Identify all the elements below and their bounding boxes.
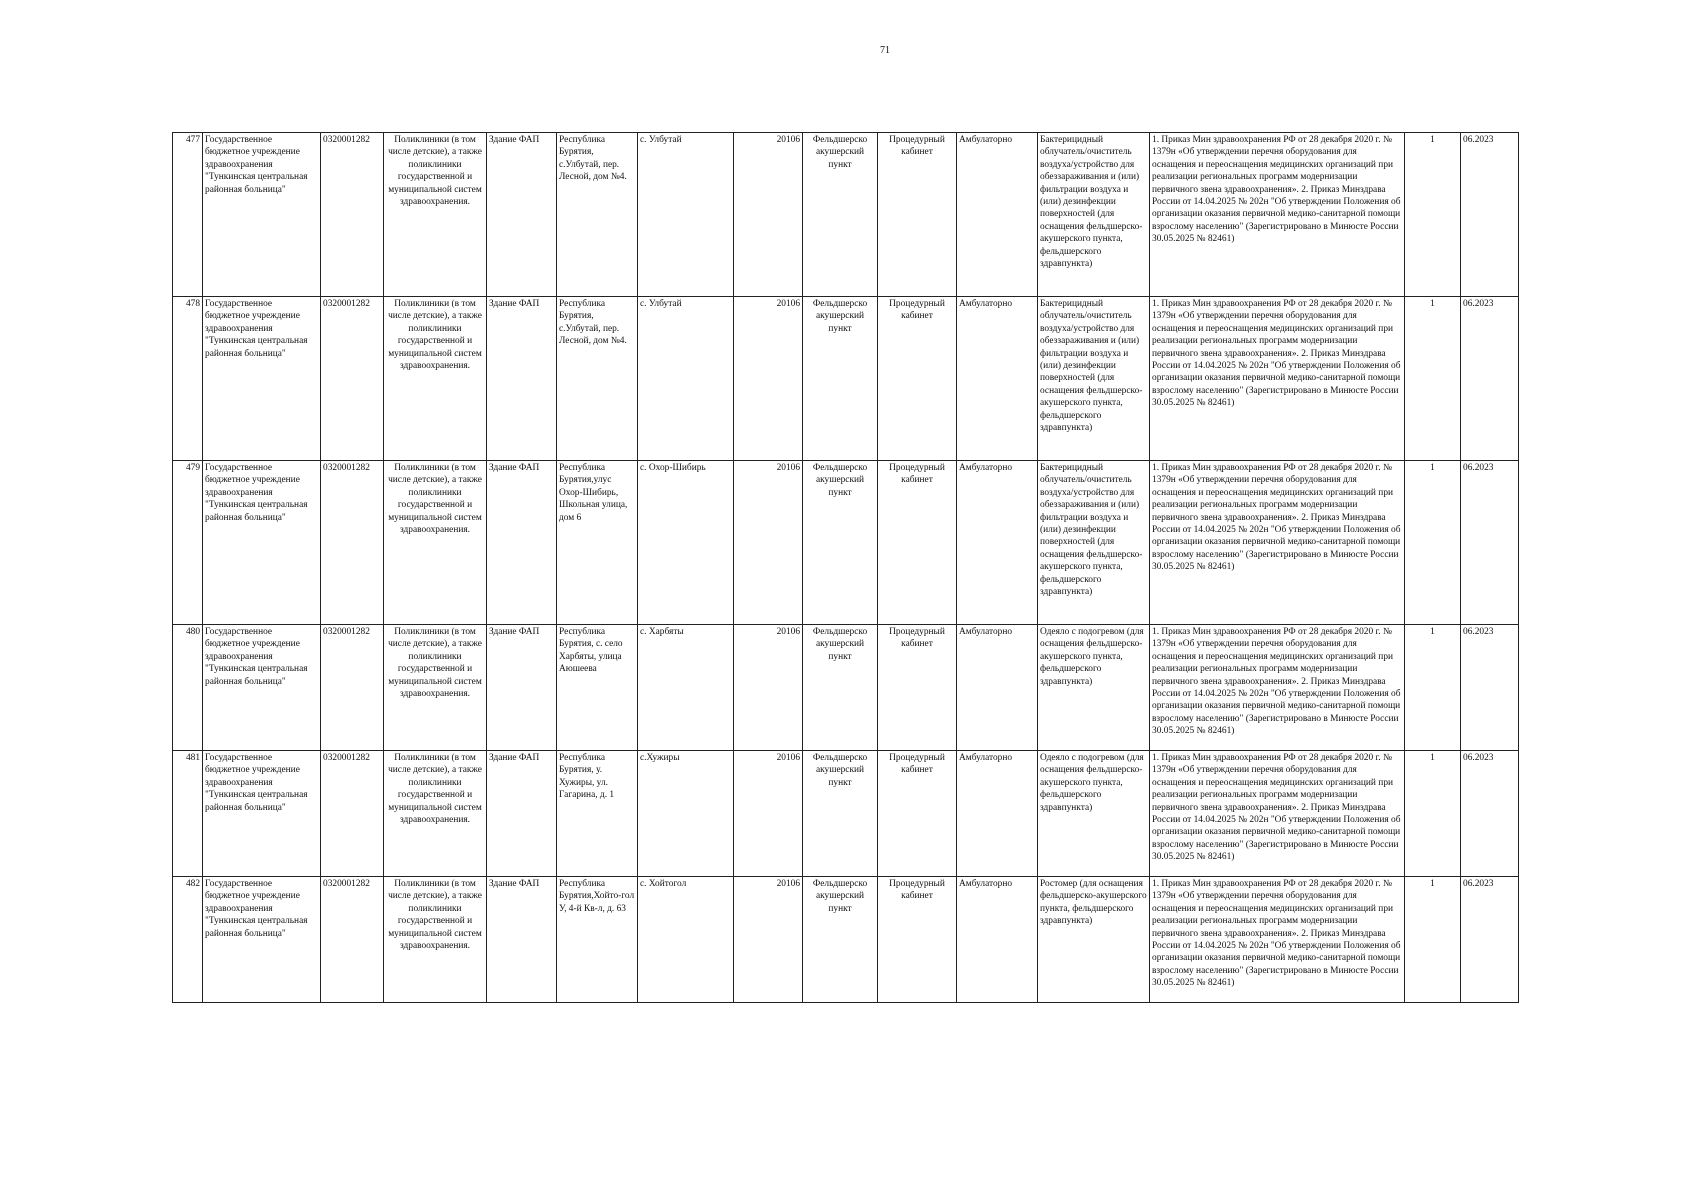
address-cell: Республика Бурятия, с. село Харбяты, улица Аюшеева bbox=[557, 625, 638, 751]
code-cell: 20106 bbox=[734, 877, 803, 1003]
room-cell: Процедурный кабинет bbox=[878, 297, 957, 461]
settlement-cell: с.Хужиры bbox=[638, 751, 734, 877]
facility-type-cell: Поликлиники (в том числе детские), а также поликлиники государственной и муниципальной систем здравоохранения. bbox=[384, 625, 487, 751]
row-number: 479 bbox=[173, 461, 203, 625]
row-number: 478 bbox=[173, 297, 203, 461]
quantity-cell: 1 bbox=[1405, 751, 1461, 877]
care-type-cell: Амбулаторно bbox=[957, 625, 1038, 751]
quantity-cell: 1 bbox=[1405, 133, 1461, 297]
building-cell: Здание ФАП bbox=[487, 751, 557, 877]
equipment-cell: Бактерицидный облучатель/очиститель воздуха/устройство для обеззараживания и (или) фильтрации воздуха и (или) дезинфекции поверхностей (для оснащения фельдшерско-акушерского пункта, фельдшерского здравпункта) bbox=[1038, 133, 1150, 297]
facility-type-cell: Поликлиники (в том числе детские), а также поликлиники государственной и муниципальной систем здравоохранения. bbox=[384, 133, 487, 297]
org-code-cell: 0320001282 bbox=[321, 625, 384, 751]
unit-cell: Фельдшерско акушерский пункт bbox=[803, 133, 878, 297]
settlement-cell: с. Улбутай bbox=[638, 297, 734, 461]
organization-cell: Государственное бюджетное учреждение здравоохранения "Тункинская центральная районная больница" bbox=[203, 751, 321, 877]
equipment-cell: Ростомер (для оснащения фельдшерско-акушерского пункта, фельдшерского здравпункта) bbox=[1038, 877, 1150, 1003]
org-code-cell: 0320001282 bbox=[321, 297, 384, 461]
organization-cell: Государственное бюджетное учреждение здравоохранения "Тункинская центральная районная больница" bbox=[203, 133, 321, 297]
address-cell: Республика Бурятия,Хойто-гол У, 4-й Кв-л, д. 63 bbox=[557, 877, 638, 1003]
room-cell: Процедурный кабинет bbox=[878, 461, 957, 625]
room-cell: Процедурный кабинет bbox=[878, 133, 957, 297]
date-cell: 06.2023 bbox=[1461, 877, 1519, 1003]
facility-type-cell: Поликлиники (в том числе детские), а также поликлиники государственной и муниципальной систем здравоохранения. bbox=[384, 877, 487, 1003]
org-code-cell: 0320001282 bbox=[321, 877, 384, 1003]
building-cell: Здание ФАП bbox=[487, 297, 557, 461]
equipment-cell: Бактерицидный облучатель/очиститель воздуха/устройство для обеззараживания и (или) фильтрации воздуха и (или) дезинфекции поверхностей (для оснащения фельдшерско-акушерского пункта, фельдшерского здравпункта) bbox=[1038, 461, 1150, 625]
date-cell: 06.2023 bbox=[1461, 297, 1519, 461]
row-number: 480 bbox=[173, 625, 203, 751]
organization-cell: Государственное бюджетное учреждение здравоохранения "Тункинская центральная районная больница" bbox=[203, 461, 321, 625]
quantity-cell: 1 bbox=[1405, 297, 1461, 461]
equipment-cell: Бактерицидный облучатель/очиститель воздуха/устройство для обеззараживания и (или) фильтрации воздуха и (или) дезинфекции поверхностей (для оснащения фельдшерско-акушерского пункта, фельдшерского здравпункта) bbox=[1038, 297, 1150, 461]
address-cell: Республика Бурятия, с.Улбутай, пер. Лесной, дом №4. bbox=[557, 133, 638, 297]
table-row bbox=[173, 877, 1519, 1003]
date-cell: 06.2023 bbox=[1461, 751, 1519, 877]
table-row bbox=[173, 625, 1519, 751]
code-cell: 20106 bbox=[734, 461, 803, 625]
table-body bbox=[173, 133, 1519, 1003]
facility-type-cell: Поликлиники (в том числе детские), а также поликлиники государственной и муниципальной систем здравоохранения. bbox=[384, 461, 487, 625]
org-code-cell: 0320001282 bbox=[321, 751, 384, 877]
legal-basis-cell: 1. Приказ Мин здравоохранения РФ от 28 декабря 2020 г. № 1379н «Об утверждении перечня оборудования для оснащения и переоснащения медицинских организаций при реализации региональных программ модернизации первичного звена здравоохранения». 2. Приказ Минздрава России от 14.04.2025 № 202н "Об утверждении Положения об организации оказания первичной медико-санитарной помощи взрослому населению" (Зарегистрировано в Минюсте России 30.05.2025 № 82461) bbox=[1150, 297, 1405, 461]
unit-cell: Фельдшерско акушерский пункт bbox=[803, 461, 878, 625]
facility-type-cell: Поликлиники (в том числе детские), а также поликлиники государственной и муниципальной систем здравоохранения. bbox=[384, 751, 487, 877]
settlement-cell: с. Охор-Шибирь bbox=[638, 461, 734, 625]
care-type-cell: Амбулаторно bbox=[957, 133, 1038, 297]
organization-cell: Государственное бюджетное учреждение здравоохранения "Тункинская центральная районная больница" bbox=[203, 297, 321, 461]
legal-basis-cell: 1. Приказ Мин здравоохранения РФ от 28 декабря 2020 г. № 1379н «Об утверждении перечня оборудования для оснащения и переоснащения медицинских организаций при реализации региональных программ модернизации первичного звена здравоохранения». 2. Приказ Минздрава России от 14.04.2025 № 202н "Об утверждении Положения об организации оказания первичной медико-санитарной помощи взрослому населению" (Зарегистрировано в Минюсте России 30.05.2025 № 82461) bbox=[1150, 461, 1405, 625]
org-code-cell: 0320001282 bbox=[321, 133, 384, 297]
unit-cell: Фельдшерско акушерский пункт bbox=[803, 751, 878, 877]
code-cell: 20106 bbox=[734, 751, 803, 877]
quantity-cell: 1 bbox=[1405, 625, 1461, 751]
equipment-cell: Одеяло с подогревом (для оснащения фельдшерско-акушерского пункта, фельдшерского здравпункта) bbox=[1038, 625, 1150, 751]
building-cell: Здание ФАП bbox=[487, 133, 557, 297]
facility-type-cell: Поликлиники (в том числе детские), а также поликлиники государственной и муниципальной систем здравоохранения. bbox=[384, 297, 487, 461]
legal-basis-cell: 1. Приказ Мин здравоохранения РФ от 28 декабря 2020 г. № 1379н «Об утверждении перечня оборудования для оснащения и переоснащения медицинских организаций при реализации региональных программ модернизации первичного звена здравоохранения». 2. Приказ Минздрава России от 14.04.2025 № 202н "Об утверждении Положения об организации оказания первичной медико-санитарной помощи взрослому населению" (Зарегистрировано в Минюсте России 30.05.2025 № 82461) bbox=[1150, 877, 1405, 1003]
room-cell: Процедурный кабинет bbox=[878, 751, 957, 877]
settlement-cell: с. Харбяты bbox=[638, 625, 734, 751]
unit-cell: Фельдшерско акушерский пункт bbox=[803, 877, 878, 1003]
care-type-cell: Амбулаторно bbox=[957, 461, 1038, 625]
room-cell: Процедурный кабинет bbox=[878, 625, 957, 751]
building-cell: Здание ФАП bbox=[487, 461, 557, 625]
unit-cell: Фельдшерско акушерский пункт bbox=[803, 625, 878, 751]
table-row bbox=[173, 297, 1519, 461]
page-number: 71 bbox=[880, 45, 890, 56]
quantity-cell: 1 bbox=[1405, 877, 1461, 1003]
care-type-cell: Амбулаторно bbox=[957, 751, 1038, 877]
address-cell: Республика Бурятия,улус Охор-Шибирь, Школьная улица, дом 6 bbox=[557, 461, 638, 625]
care-type-cell: Амбулаторно bbox=[957, 877, 1038, 1003]
row-number: 481 bbox=[173, 751, 203, 877]
organization-cell: Государственное бюджетное учреждение здравоохранения "Тункинская центральная районная больница" bbox=[203, 877, 321, 1003]
table-row bbox=[173, 461, 1519, 625]
address-cell: Республика Бурятия, с.Улбутай, пер. Лесной, дом №4. bbox=[557, 297, 638, 461]
table-row bbox=[173, 751, 1519, 877]
address-cell: Республика Бурятия, у. Хужиры, ул. Гагарина, д. 1 bbox=[557, 751, 638, 877]
org-code-cell: 0320001282 bbox=[321, 461, 384, 625]
row-number: 477 bbox=[173, 133, 203, 297]
unit-cell: Фельдшерско акушерский пункт bbox=[803, 297, 878, 461]
date-cell: 06.2023 bbox=[1461, 625, 1519, 751]
legal-basis-cell: 1. Приказ Мин здравоохранения РФ от 28 декабря 2020 г. № 1379н «Об утверждении перечня оборудования для оснащения и переоснащения медицинских организаций при реализации региональных программ модернизации первичного звена здравоохранения». 2. Приказ Минздрава России от 14.04.2025 № 202н "Об утверждении Положения об организации оказания первичной медико-санитарной помощи взрослому населению" (Зарегистрировано в Минюсте России 30.05.2025 № 82461) bbox=[1150, 751, 1405, 877]
date-cell: 06.2023 bbox=[1461, 133, 1519, 297]
code-cell: 20106 bbox=[734, 625, 803, 751]
settlement-cell: с. Улбутай bbox=[638, 133, 734, 297]
table-row bbox=[173, 133, 1519, 297]
room-cell: Процедурный кабинет bbox=[878, 877, 957, 1003]
code-cell: 20106 bbox=[734, 133, 803, 297]
code-cell: 20106 bbox=[734, 297, 803, 461]
care-type-cell: Амбулаторно bbox=[957, 297, 1038, 461]
row-number: 482 bbox=[173, 877, 203, 1003]
legal-basis-cell: 1. Приказ Мин здравоохранения РФ от 28 декабря 2020 г. № 1379н «Об утверждении перечня оборудования для оснащения и переоснащения медицинских организаций при реализации региональных программ модернизации первичного звена здравоохранения». 2. Приказ Минздрава России от 14.04.2025 № 202н "Об утверждении Положения об организации оказания первичной медико-санитарной помощи взрослому населению" (Зарегистрировано в Минюсте России 30.05.2025 № 82461) bbox=[1150, 625, 1405, 751]
organization-cell: Государственное бюджетное учреждение здравоохранения "Тункинская центральная районная больница" bbox=[203, 625, 321, 751]
date-cell: 06.2023 bbox=[1461, 461, 1519, 625]
equipment-table bbox=[172, 132, 1519, 1003]
equipment-cell: Одеяло с подогревом (для оснащения фельдшерско-акушерского пункта, фельдшерского здравпункта) bbox=[1038, 751, 1150, 877]
building-cell: Здание ФАП bbox=[487, 625, 557, 751]
settlement-cell: с. Хойтогол bbox=[638, 877, 734, 1003]
building-cell: Здание ФАП bbox=[487, 877, 557, 1003]
legal-basis-cell: 1. Приказ Мин здравоохранения РФ от 28 декабря 2020 г. № 1379н «Об утверждении перечня оборудования для оснащения и переоснащения медицинских организаций при реализации региональных программ модернизации первичного звена здравоохранения». 2. Приказ Минздрава России от 14.04.2025 № 202н "Об утверждении Положения об организации оказания первичной медико-санитарной помощи взрослому населению" (Зарегистрировано в Минюсте России 30.05.2025 № 82461) bbox=[1150, 133, 1405, 297]
quantity-cell: 1 bbox=[1405, 461, 1461, 625]
